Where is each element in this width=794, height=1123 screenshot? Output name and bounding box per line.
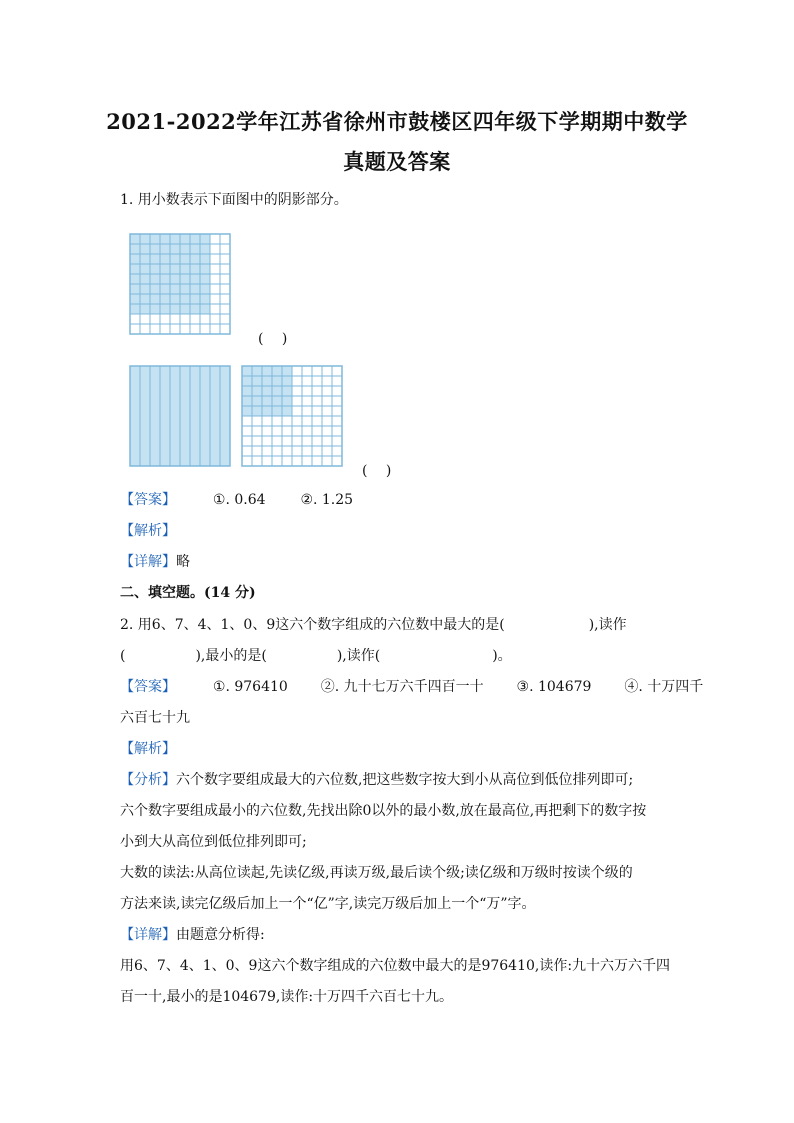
empty-cell [322, 376, 332, 386]
shaded-cell [130, 234, 140, 244]
shaded-cell [160, 284, 170, 294]
empty-cell [302, 386, 312, 396]
q2-fenxi-line5: 方法来读,读完亿级后加上一个“亿”字,读完万级后加上一个“万”字。 [120, 896, 536, 912]
q2-fenxi-line4: 大数的读法:从高位读起,先读亿级,再读万级,最后读个级;读亿级和万级时按读个级的 [120, 865, 633, 881]
empty-cell [242, 436, 252, 446]
empty-cell [252, 436, 262, 446]
empty-cell [160, 324, 170, 334]
empty-cell [180, 324, 190, 334]
empty-cell [292, 376, 302, 386]
empty-cell [180, 314, 190, 324]
shaded-cell [272, 386, 282, 396]
shaded-cell [160, 244, 170, 254]
figure-strip-grid [128, 364, 232, 468]
empty-cell [312, 376, 322, 386]
empty-cell [322, 396, 332, 406]
q2-answer-row [120, 676, 703, 696]
q2-fenxi-line1: 六个数字要组成最大的六位数,把这些数字按大到小从高位到低位排列即可; [176, 772, 634, 788]
empty-cell [302, 396, 312, 406]
shaded-cell [170, 264, 180, 274]
shaded-cell [140, 284, 150, 294]
shaded-cell [170, 294, 180, 304]
shaded-cell [160, 294, 170, 304]
empty-cell [292, 456, 302, 466]
shaded-cell [170, 254, 180, 264]
shaded-cell [150, 304, 160, 314]
q1-answer-blank-1: ( ) [258, 331, 288, 347]
q2-detail-line2: 百一十,最小的是104679,读作:十万四千六百七十九。 [120, 989, 454, 1005]
figure-hundred-grid-1 [128, 232, 232, 336]
empty-cell [332, 396, 342, 406]
shaded-cell [272, 406, 282, 416]
empty-cell [282, 436, 292, 446]
empty-cell [312, 456, 322, 466]
shaded-cell [160, 274, 170, 284]
q1-answer-1: ①. 0.64 [212, 492, 266, 508]
empty-cell [322, 456, 332, 466]
shaded-cell [180, 234, 190, 244]
shaded-cell [140, 304, 150, 314]
shaded-cell [200, 234, 210, 244]
shaded-cell [150, 254, 160, 264]
empty-cell [272, 446, 282, 456]
shaded-cell [130, 244, 140, 254]
empty-cell [242, 456, 252, 466]
empty-cell [302, 406, 312, 416]
answer-tag: 【答案】 [120, 679, 176, 695]
empty-cell [150, 314, 160, 324]
shaded-cell [130, 264, 140, 274]
shaded-cell [282, 406, 292, 416]
empty-cell [130, 324, 140, 334]
empty-cell [302, 446, 312, 456]
empty-cell [190, 314, 200, 324]
q2-detail-line0: 由题意分析得: [176, 927, 265, 943]
empty-cell [220, 304, 230, 314]
empty-cell [252, 416, 262, 426]
empty-cell [210, 284, 220, 294]
empty-cell [272, 436, 282, 446]
shaded-strip [180, 366, 190, 466]
shaded-cell [170, 244, 180, 254]
empty-cell [210, 234, 220, 244]
shaded-cell [252, 386, 262, 396]
detail-tag: 【详解】 [120, 554, 176, 570]
shaded-cell [180, 294, 190, 304]
empty-cell [210, 264, 220, 274]
q2-detail-row [120, 924, 265, 944]
shaded-cell [190, 294, 200, 304]
empty-cell [312, 386, 322, 396]
q1-analysis-tag: 【解析】 [120, 523, 176, 539]
q2-answer-3: ③. 104679 [516, 679, 592, 695]
empty-cell [220, 284, 230, 294]
empty-cell [210, 254, 220, 264]
empty-cell [262, 456, 272, 466]
empty-cell [332, 386, 342, 396]
empty-cell [332, 446, 342, 456]
shaded-cell [160, 254, 170, 264]
empty-cell [322, 416, 332, 426]
shaded-strip [130, 366, 140, 466]
shaded-cell [180, 244, 190, 254]
shaded-cell [140, 244, 150, 254]
q1-prompt: 1. 用小数表示下面图中的阴影部分。 [120, 192, 348, 208]
empty-cell [242, 416, 252, 426]
shaded-cell [242, 396, 252, 406]
shaded-cell [242, 376, 252, 386]
shaded-cell [200, 284, 210, 294]
empty-cell [220, 314, 230, 324]
q2-fenxi-row [120, 769, 633, 789]
shaded-cell [130, 254, 140, 264]
shaded-cell [282, 386, 292, 396]
shaded-cell [262, 386, 272, 396]
shaded-strip [170, 366, 180, 466]
empty-cell [200, 314, 210, 324]
shaded-strip [150, 366, 160, 466]
empty-cell [312, 446, 322, 456]
empty-cell [322, 366, 332, 376]
section2-heading: 二、填空题。(14 分) [120, 585, 256, 601]
shaded-cell [190, 284, 200, 294]
q2-answer-continued: 六百七十九 [120, 710, 190, 726]
empty-cell [242, 426, 252, 436]
analysis-sub-tag: 【分析】 [120, 772, 176, 788]
empty-cell [302, 456, 312, 466]
empty-cell [292, 446, 302, 456]
empty-cell [140, 324, 150, 334]
empty-cell [252, 446, 262, 456]
shaded-strip [140, 366, 150, 466]
shaded-cell [150, 294, 160, 304]
empty-cell [160, 314, 170, 324]
figure-hundred-grid-2 [240, 364, 344, 468]
empty-cell [282, 446, 292, 456]
empty-cell [220, 294, 230, 304]
document-title-line1: 2021-2022学年江苏省徐州市鼓楼区四年级下学期期中数学 [106, 109, 688, 134]
q1-detail-text: 略 [176, 554, 190, 570]
shaded-cell [170, 304, 180, 314]
shaded-cell [262, 396, 272, 406]
empty-cell [210, 244, 220, 254]
empty-cell [262, 436, 272, 446]
shaded-cell [180, 304, 190, 314]
shaded-cell [170, 234, 180, 244]
shaded-cell [130, 294, 140, 304]
shaded-cell [150, 244, 160, 254]
empty-cell [210, 324, 220, 334]
shaded-cell [160, 304, 170, 314]
empty-cell [322, 426, 332, 436]
empty-cell [292, 406, 302, 416]
shaded-cell [200, 264, 210, 274]
empty-cell [220, 264, 230, 274]
q1-detail-row [120, 551, 190, 571]
empty-cell [190, 324, 200, 334]
shaded-cell [180, 274, 190, 284]
shaded-strip [220, 366, 230, 466]
shaded-cell [282, 376, 292, 386]
q2-detail-line1: 用6、7、4、1、0、9这六个数字组成的六位数中最大的是976410,读作:九十六万六千四 [120, 958, 671, 974]
q2-answer-4: ④. 十万四千 [624, 679, 704, 695]
shaded-strip [160, 366, 170, 466]
empty-cell [292, 366, 302, 376]
empty-cell [130, 314, 140, 324]
shaded-cell [252, 406, 262, 416]
q1-answer-row [120, 489, 353, 509]
empty-cell [322, 406, 332, 416]
empty-cell [282, 456, 292, 466]
empty-cell [332, 366, 342, 376]
shaded-cell [200, 304, 210, 314]
q2-fenxi-line2: 六个数字要组成最小的六位数,先找出除0以外的最小数,放在最高位,再把剩下的数字按 [120, 803, 647, 819]
empty-cell [292, 396, 302, 406]
empty-cell [272, 426, 282, 436]
shaded-cell [160, 234, 170, 244]
detail-tag: 【详解】 [120, 927, 176, 943]
document-title-line2: 真题及答案 [343, 149, 451, 174]
empty-cell [312, 406, 322, 416]
q2-prompt-line1: 2. 用6、7、4、1、0、9这六个数字组成的六位数中最大的是( ),读作 [120, 617, 627, 633]
shaded-cell [190, 264, 200, 274]
answer-tag: 【答案】 [120, 492, 176, 508]
empty-cell [210, 274, 220, 284]
empty-cell [332, 436, 342, 446]
empty-cell [252, 456, 262, 466]
empty-cell [242, 446, 252, 456]
shaded-cell [242, 406, 252, 416]
shaded-cell [150, 284, 160, 294]
empty-cell [332, 406, 342, 416]
q2-answer-2: ②. 九十七万六千四百一十 [320, 679, 484, 695]
shaded-cell [200, 294, 210, 304]
shaded-cell [262, 376, 272, 386]
empty-cell [252, 426, 262, 436]
empty-cell [312, 366, 322, 376]
empty-cell [332, 376, 342, 386]
shaded-cell [140, 294, 150, 304]
shaded-cell [272, 366, 282, 376]
shaded-cell [140, 234, 150, 244]
shaded-cell [140, 264, 150, 274]
empty-cell [292, 386, 302, 396]
shaded-cell [170, 274, 180, 284]
empty-cell [272, 456, 282, 466]
empty-cell [272, 416, 282, 426]
empty-cell [220, 244, 230, 254]
empty-cell [292, 416, 302, 426]
empty-cell [262, 426, 272, 436]
empty-cell [140, 314, 150, 324]
q2-fenxi-line3: 小到大从高位到低位排列即可; [120, 834, 307, 850]
shaded-cell [262, 406, 272, 416]
shaded-cell [200, 244, 210, 254]
empty-cell [332, 426, 342, 436]
empty-cell [210, 314, 220, 324]
shaded-cell [170, 284, 180, 294]
empty-cell [312, 416, 322, 426]
q1-answer-2: ②. 1.25 [300, 492, 354, 508]
shaded-strip [210, 366, 220, 466]
empty-cell [170, 324, 180, 334]
empty-cell [332, 416, 342, 426]
shaded-cell [252, 376, 262, 386]
empty-cell [302, 416, 312, 426]
empty-cell [282, 426, 292, 436]
shaded-cell [150, 274, 160, 284]
shaded-cell [130, 284, 140, 294]
empty-cell [150, 324, 160, 334]
q2-prompt-line2: ( ),最小的是( ),读作( )。 [120, 648, 512, 664]
q1-answer-blank-2: ( ) [362, 463, 392, 479]
shaded-cell [140, 254, 150, 264]
empty-cell [312, 436, 322, 446]
empty-cell [220, 274, 230, 284]
empty-cell [322, 436, 332, 446]
shaded-cell [140, 274, 150, 284]
empty-cell [322, 386, 332, 396]
empty-cell [302, 376, 312, 386]
shaded-cell [160, 264, 170, 274]
empty-cell [312, 426, 322, 436]
empty-cell [210, 304, 220, 314]
shaded-cell [180, 254, 190, 264]
shaded-cell [200, 254, 210, 264]
shaded-cell [282, 396, 292, 406]
shaded-cell [242, 366, 252, 376]
shaded-cell [130, 274, 140, 284]
empty-cell [282, 416, 292, 426]
q2-answer-1: ①. 976410 [212, 679, 288, 695]
shaded-cell [252, 396, 262, 406]
shaded-cell [262, 366, 272, 376]
shaded-cell [190, 254, 200, 264]
empty-cell [302, 436, 312, 446]
empty-cell [292, 426, 302, 436]
shaded-cell [180, 284, 190, 294]
empty-cell [200, 324, 210, 334]
empty-cell [262, 446, 272, 456]
shaded-cell [130, 304, 140, 314]
empty-cell [210, 294, 220, 304]
empty-cell [220, 254, 230, 264]
shaded-cell [282, 366, 292, 376]
shaded-cell [190, 244, 200, 254]
shaded-cell [272, 376, 282, 386]
shaded-cell [190, 274, 200, 284]
empty-cell [322, 446, 332, 456]
shaded-cell [190, 304, 200, 314]
shaded-cell [180, 264, 190, 274]
empty-cell [220, 324, 230, 334]
shaded-cell [242, 386, 252, 396]
shaded-strip [200, 366, 210, 466]
empty-cell [302, 366, 312, 376]
empty-cell [312, 396, 322, 406]
shaded-cell [150, 234, 160, 244]
shaded-cell [252, 366, 262, 376]
shaded-cell [190, 234, 200, 244]
empty-cell [292, 436, 302, 446]
shaded-cell [200, 274, 210, 284]
empty-cell [170, 314, 180, 324]
shaded-cell [150, 264, 160, 274]
empty-cell [220, 234, 230, 244]
empty-cell [332, 456, 342, 466]
shaded-strip [190, 366, 200, 466]
empty-cell [262, 416, 272, 426]
q2-analysis-tag: 【解析】 [120, 741, 176, 757]
empty-cell [302, 426, 312, 436]
shaded-cell [272, 396, 282, 406]
